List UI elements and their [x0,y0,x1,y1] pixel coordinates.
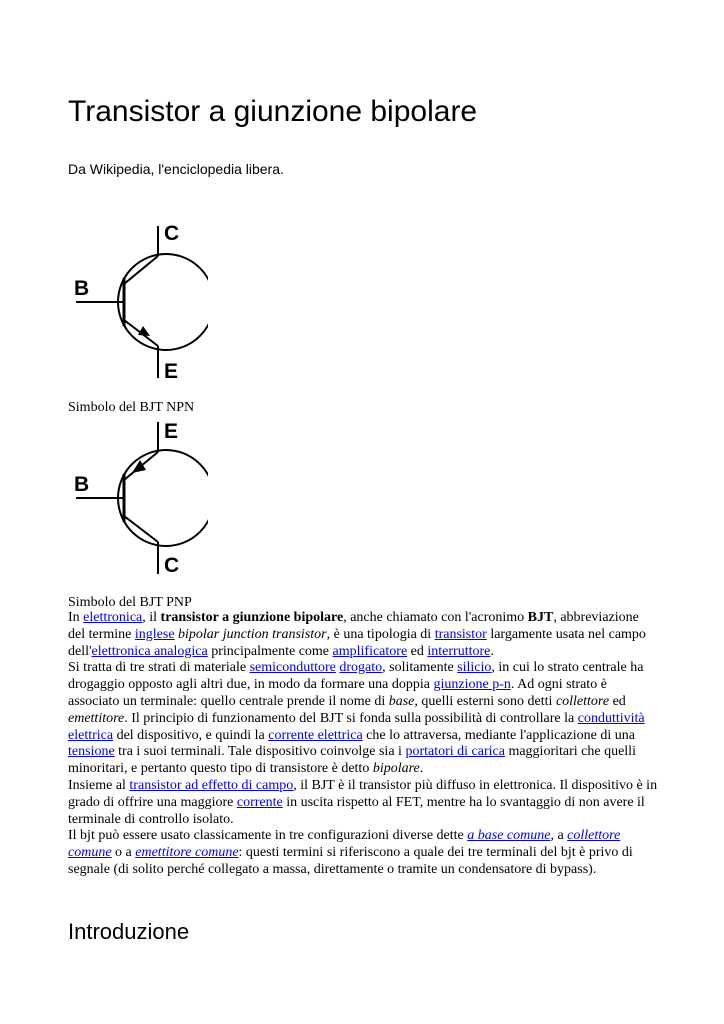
text: , a [550,828,568,844]
bold-term-transistor: transistor a giunzione bipolare [160,610,344,625]
text: che lo attraversa, mediante l'applicazione di una [362,727,635,743]
link-amplificatore[interactable]: amplificatore [332,643,408,659]
npn-label-e: E [164,360,179,382]
section-heading-introduzione: Introduzione [68,919,190,944]
pnp-transistor-symbol [68,418,208,578]
page-subtitle: Da Wikipedia, l'enciclopedia libera. [68,161,284,177]
text: , quelli esterni sono detti [414,693,556,709]
link-elettronica-analogica[interactable]: elettronica analogica [91,643,208,659]
text: . [490,643,494,659]
link-collettore-comune[interactable]: collettore comune [68,828,621,861]
link-conduttivita-elettrica[interactable]: conduttività elettrica [68,710,645,743]
pnp-body-circle [118,450,208,546]
paragraph-configurations [68,828,658,878]
paragraph-structure [68,660,658,778]
npn-label-b: B [74,277,90,300]
npn-label-c: C [164,222,180,245]
link-silicio[interactable]: silicio [457,660,492,676]
npn-caption: Simbolo del BJT NPN [68,400,195,415]
text: , anche chiamato con l'acronimo [343,610,528,625]
link-elettronica[interactable]: elettronica [83,610,143,625]
italic-base: base [388,693,415,709]
link-corrente[interactable]: corrente [236,794,283,810]
italic-collettore: collettore [555,693,610,709]
italic-bipolare: bipolare [372,761,420,777]
text: . Il principio di funzionamento del BJT si fonda sulla possibilità di controllare la [124,710,578,726]
link-corrente-elettrica[interactable]: corrente elettrica [268,727,363,743]
text: principalmente come [207,643,333,659]
link-emettitore-comune[interactable]: emettitore comune [135,845,239,861]
text: , è una tipologia di [326,626,435,642]
pnp-caption: Simbolo del BJT PNP [68,595,192,610]
text: Si tratta di tre strati di materiale [68,660,250,676]
page-title: Transistor a giunzione bipolare [68,95,478,128]
pnp-label-c: C [164,554,180,577]
text: o a [111,845,136,861]
npn-transistor-symbol [68,222,208,382]
italic-bipolar-junction: bipolar junction transistor [178,626,327,642]
link-semiconduttore[interactable]: semiconduttore [249,660,336,676]
link-transistor-effetto-campo[interactable]: transistor ad effetto di campo [129,777,294,793]
pnp-label-b: B [74,473,90,496]
npn-body-circle [118,254,208,350]
link-interruttore[interactable]: interruttore [427,643,491,659]
text: Insieme al [68,777,130,793]
text: maggioritari che quelli minoritari, e pertanto questo tipo di transistore è detto [68,744,636,777]
text: in uscita rispetto al FET, mentre ha lo svantaggio di non avere il terminale di controllo isolato. [68,794,645,827]
text: , solitamente [382,660,458,676]
pnp-label-e: E [164,420,179,443]
article-body [68,610,658,879]
text: , abbreviazione del termine [68,610,639,642]
text: : questi termini si riferiscono a quale dei tre terminali del bjt è privo di segnale (di solito perché collegato a massa, direttamente o tramite un condensatore di bypass). [68,845,633,877]
text: . [419,761,424,777]
italic-emettitore: emettitore [68,710,125,726]
text: ed [407,643,428,659]
link-drogato[interactable]: drogato [339,660,383,676]
text: del dispositivo, e quindi la [113,727,269,743]
text: , il [142,610,161,625]
bold-term-bjt: BJT [527,610,554,625]
text: In [68,610,84,625]
text: . Ad ogni strato è associato un terminale: quello centrale prende il nome di [68,677,607,709]
link-giunzione-pn[interactable]: giunzione p-n [433,677,511,693]
link-transistor[interactable]: transistor [434,626,487,642]
text: , in cui lo strato centrale ha drogaggio opposto agli altri due, in modo da formare una doppia [68,660,644,693]
link-base-comune[interactable]: a base comune [467,828,551,844]
text: tra i suoi terminali. Tale dispositivo coinvolge sia i [114,744,406,760]
link-inglese[interactable]: inglese [134,626,175,642]
paragraph-intro [68,610,658,660]
text: , il BJT è il transistor più diffuso in elettronica. Il dispositivo è in grado di offrire una maggiore [68,777,658,810]
text: ed [609,693,626,709]
link-portatori-di-carica[interactable]: portatori di carica [405,744,505,760]
paragraph-comparison [68,778,658,828]
text: largamente usata nel campo dell' [68,626,646,659]
link-tensione[interactable]: tensione [68,744,115,760]
text: Il bjt può essere usato classicamente in tre configurazioni diverse dette [68,828,468,844]
